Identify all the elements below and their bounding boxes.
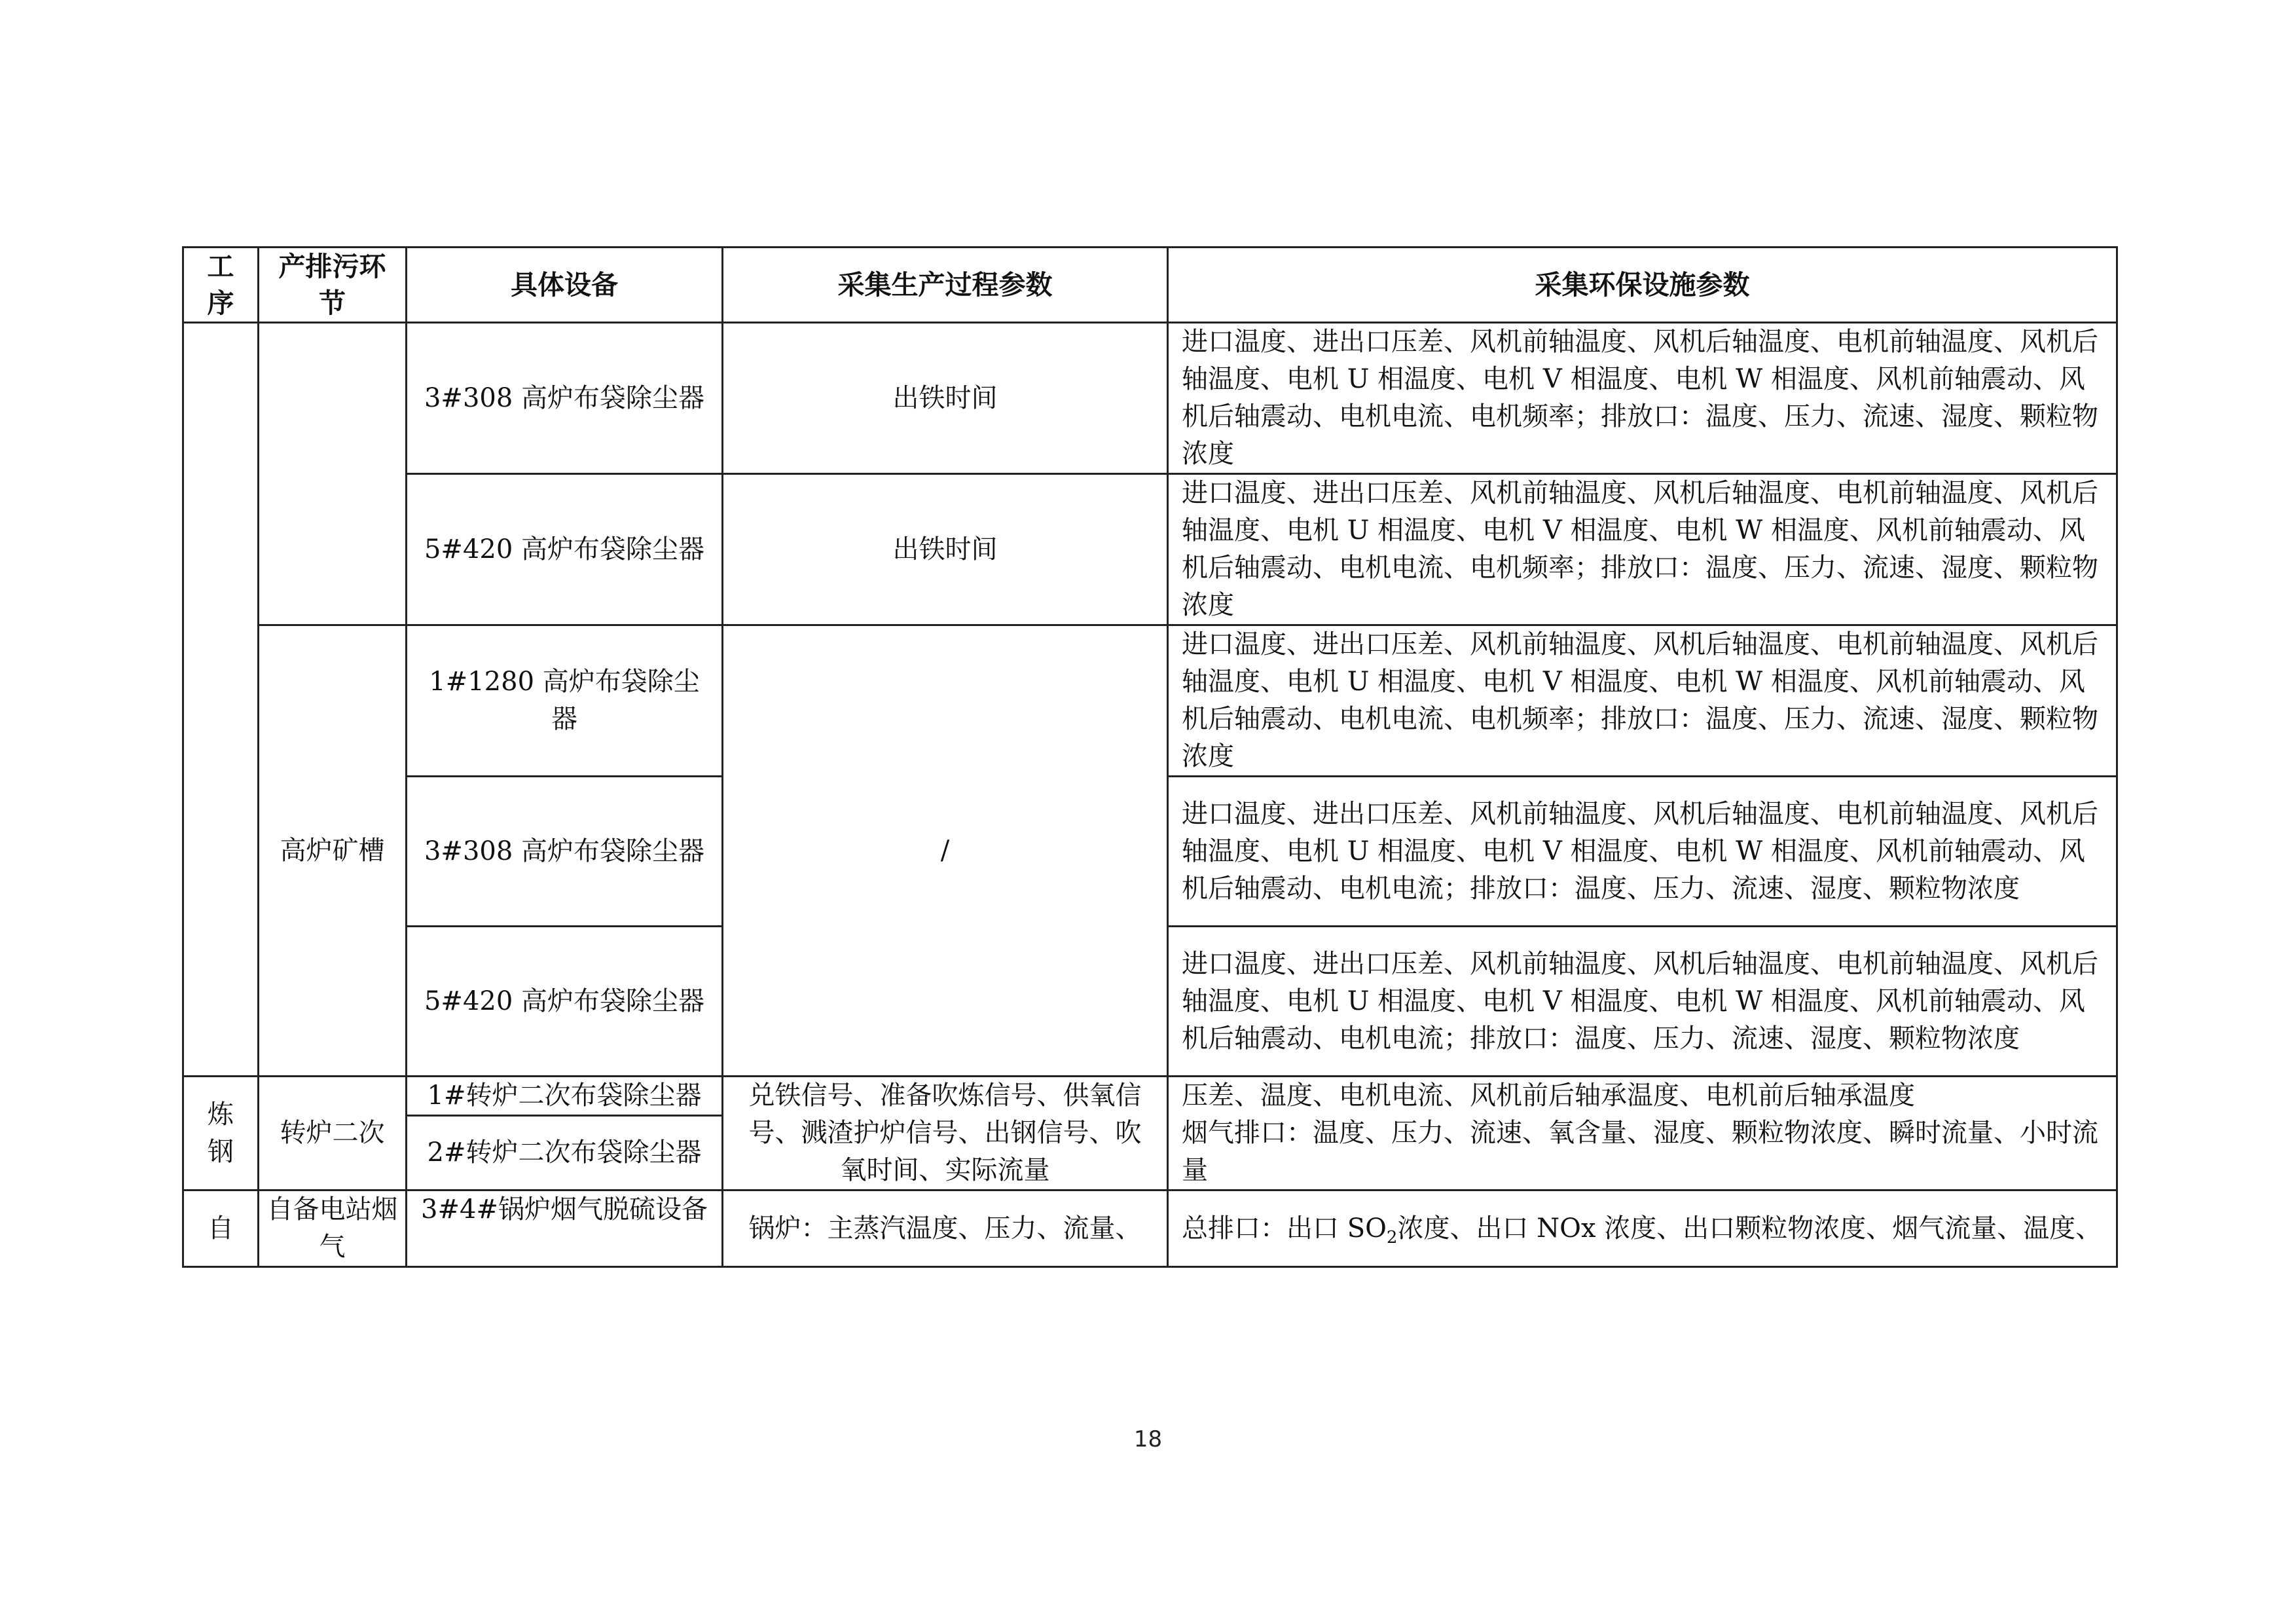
header-process: 工 序 (183, 248, 259, 323)
equipment-cell: 5#420 高炉布袋除尘器 (407, 474, 723, 625)
production-params-cell: 出铁时间 (723, 474, 1168, 625)
table-row (183, 474, 2117, 625)
header-production-params: 采集生产过程参数 (723, 248, 1168, 323)
equipment-cell: 3#308 高炉布袋除尘器 (407, 323, 723, 474)
stage-cell: 自备电站烟气 (259, 1190, 407, 1267)
equipment-cell: 1#1280 高炉布袋除尘器 (407, 625, 723, 777)
env-params-cell: 进口温度、进出口压差、风机前轴温度、风机后轴温度、电机前轴温度、风机后轴温度、电机 U 相温度、电机 V 相温度、电机 W 相温度、风机前轴震动、风机后轴震动、电机电流、电机频率；排放口：温度、压力、流速、湿度、颗粒物浓度 (1168, 323, 2117, 474)
process-cell: 炼 钢 (183, 1077, 259, 1190)
header-env-params: 采集环保设施参数 (1168, 248, 2117, 323)
production-params-cell: / (723, 625, 1168, 1077)
parameter-table (182, 246, 2118, 1268)
table-row (183, 323, 2117, 474)
process-cell: 自 (183, 1190, 259, 1267)
env-params-cell: 进口温度、进出口压差、风机前轴温度、风机后轴温度、电机前轴温度、风机后轴温度、电机 U 相温度、电机 V 相温度、电机 W 相温度、风机前轴震动、风机后轴震动、电机电流、电机频率；排放口：温度、压力、流速、湿度、颗粒物浓度 (1168, 625, 2117, 777)
env-params-line: 烟气排口：温度、压力、流速、氧含量、湿度、颗粒物浓度、瞬时流量、小时流量 (1182, 1118, 2098, 1185)
table-header-row (183, 248, 2117, 323)
header-stage: 产排污环 节 (259, 248, 407, 323)
stage-cell-blank (259, 323, 407, 625)
equipment-cell: 3#308 高炉布袋除尘器 (407, 777, 723, 927)
production-params-cell: 出铁时间 (723, 323, 1168, 474)
env-params-cell (1168, 1077, 2117, 1190)
env-params-cell: 进口温度、进出口压差、风机前轴温度、风机后轴温度、电机前轴温度、风机后轴温度、电机 U 相温度、电机 V 相温度、电机 W 相温度、风机前轴震动、风机后轴震动、电机电流、电机频率；排放口：温度、压力、流速、湿度、颗粒物浓度 (1168, 474, 2117, 625)
table-row (183, 1190, 2117, 1267)
stage-cell: 高炉矿槽 (259, 625, 407, 1077)
env-params-line: 压差、温度、电机电流、风机前后轴承温度、电机前后轴承温度 (1182, 1080, 1915, 1111)
production-params-cell: 锅炉：主蒸汽温度、压力、流量、 (723, 1190, 1168, 1267)
equipment-cell: 1#转炉二次布袋除尘器 (407, 1077, 723, 1116)
production-params-cell: 兑铁信号、准备吹炼信号、供氧信号、溅渣护炉信号、出钢信号、吹氧时间、实际流量 (723, 1077, 1168, 1190)
table-row (183, 1077, 2117, 1116)
env-params-cell: 总排口：出口 $SO_2$浓度、出口 NOx 浓度、出口颗粒物浓度、烟气流量、温度、 (1168, 1190, 2117, 1267)
equipment-cell: 3#4#锅炉烟气脱硫设备 (407, 1190, 723, 1267)
env-params-cell: 进口温度、进出口压差、风机前轴温度、风机后轴温度、电机前轴温度、风机后轴温度、电机 U 相温度、电机 V 相温度、电机 W 相温度、风机前轴震动、风机后轴震动、电机电流；排放口：温度、压力、流速、湿度、颗粒物浓度 (1168, 777, 2117, 927)
env-params-cell: 进口温度、进出口压差、风机前轴温度、风机后轴温度、电机前轴温度、风机后轴温度、电机 U 相温度、电机 V 相温度、电机 W 相温度、风机前轴震动、风机后轴震动、电机电流；排放口：温度、压力、流速、湿度、颗粒物浓度 (1168, 927, 2117, 1077)
equipment-cell: 5#420 高炉布袋除尘器 (407, 927, 723, 1077)
page-number: 18 (1133, 1426, 1163, 1452)
equipment-cell: 2#转炉二次布袋除尘器 (407, 1116, 723, 1190)
table-row (183, 625, 2117, 777)
process-cell-blank (183, 323, 259, 1077)
header-equipment: 具体设备 (407, 248, 723, 323)
stage-cell: 转炉二次 (259, 1077, 407, 1190)
